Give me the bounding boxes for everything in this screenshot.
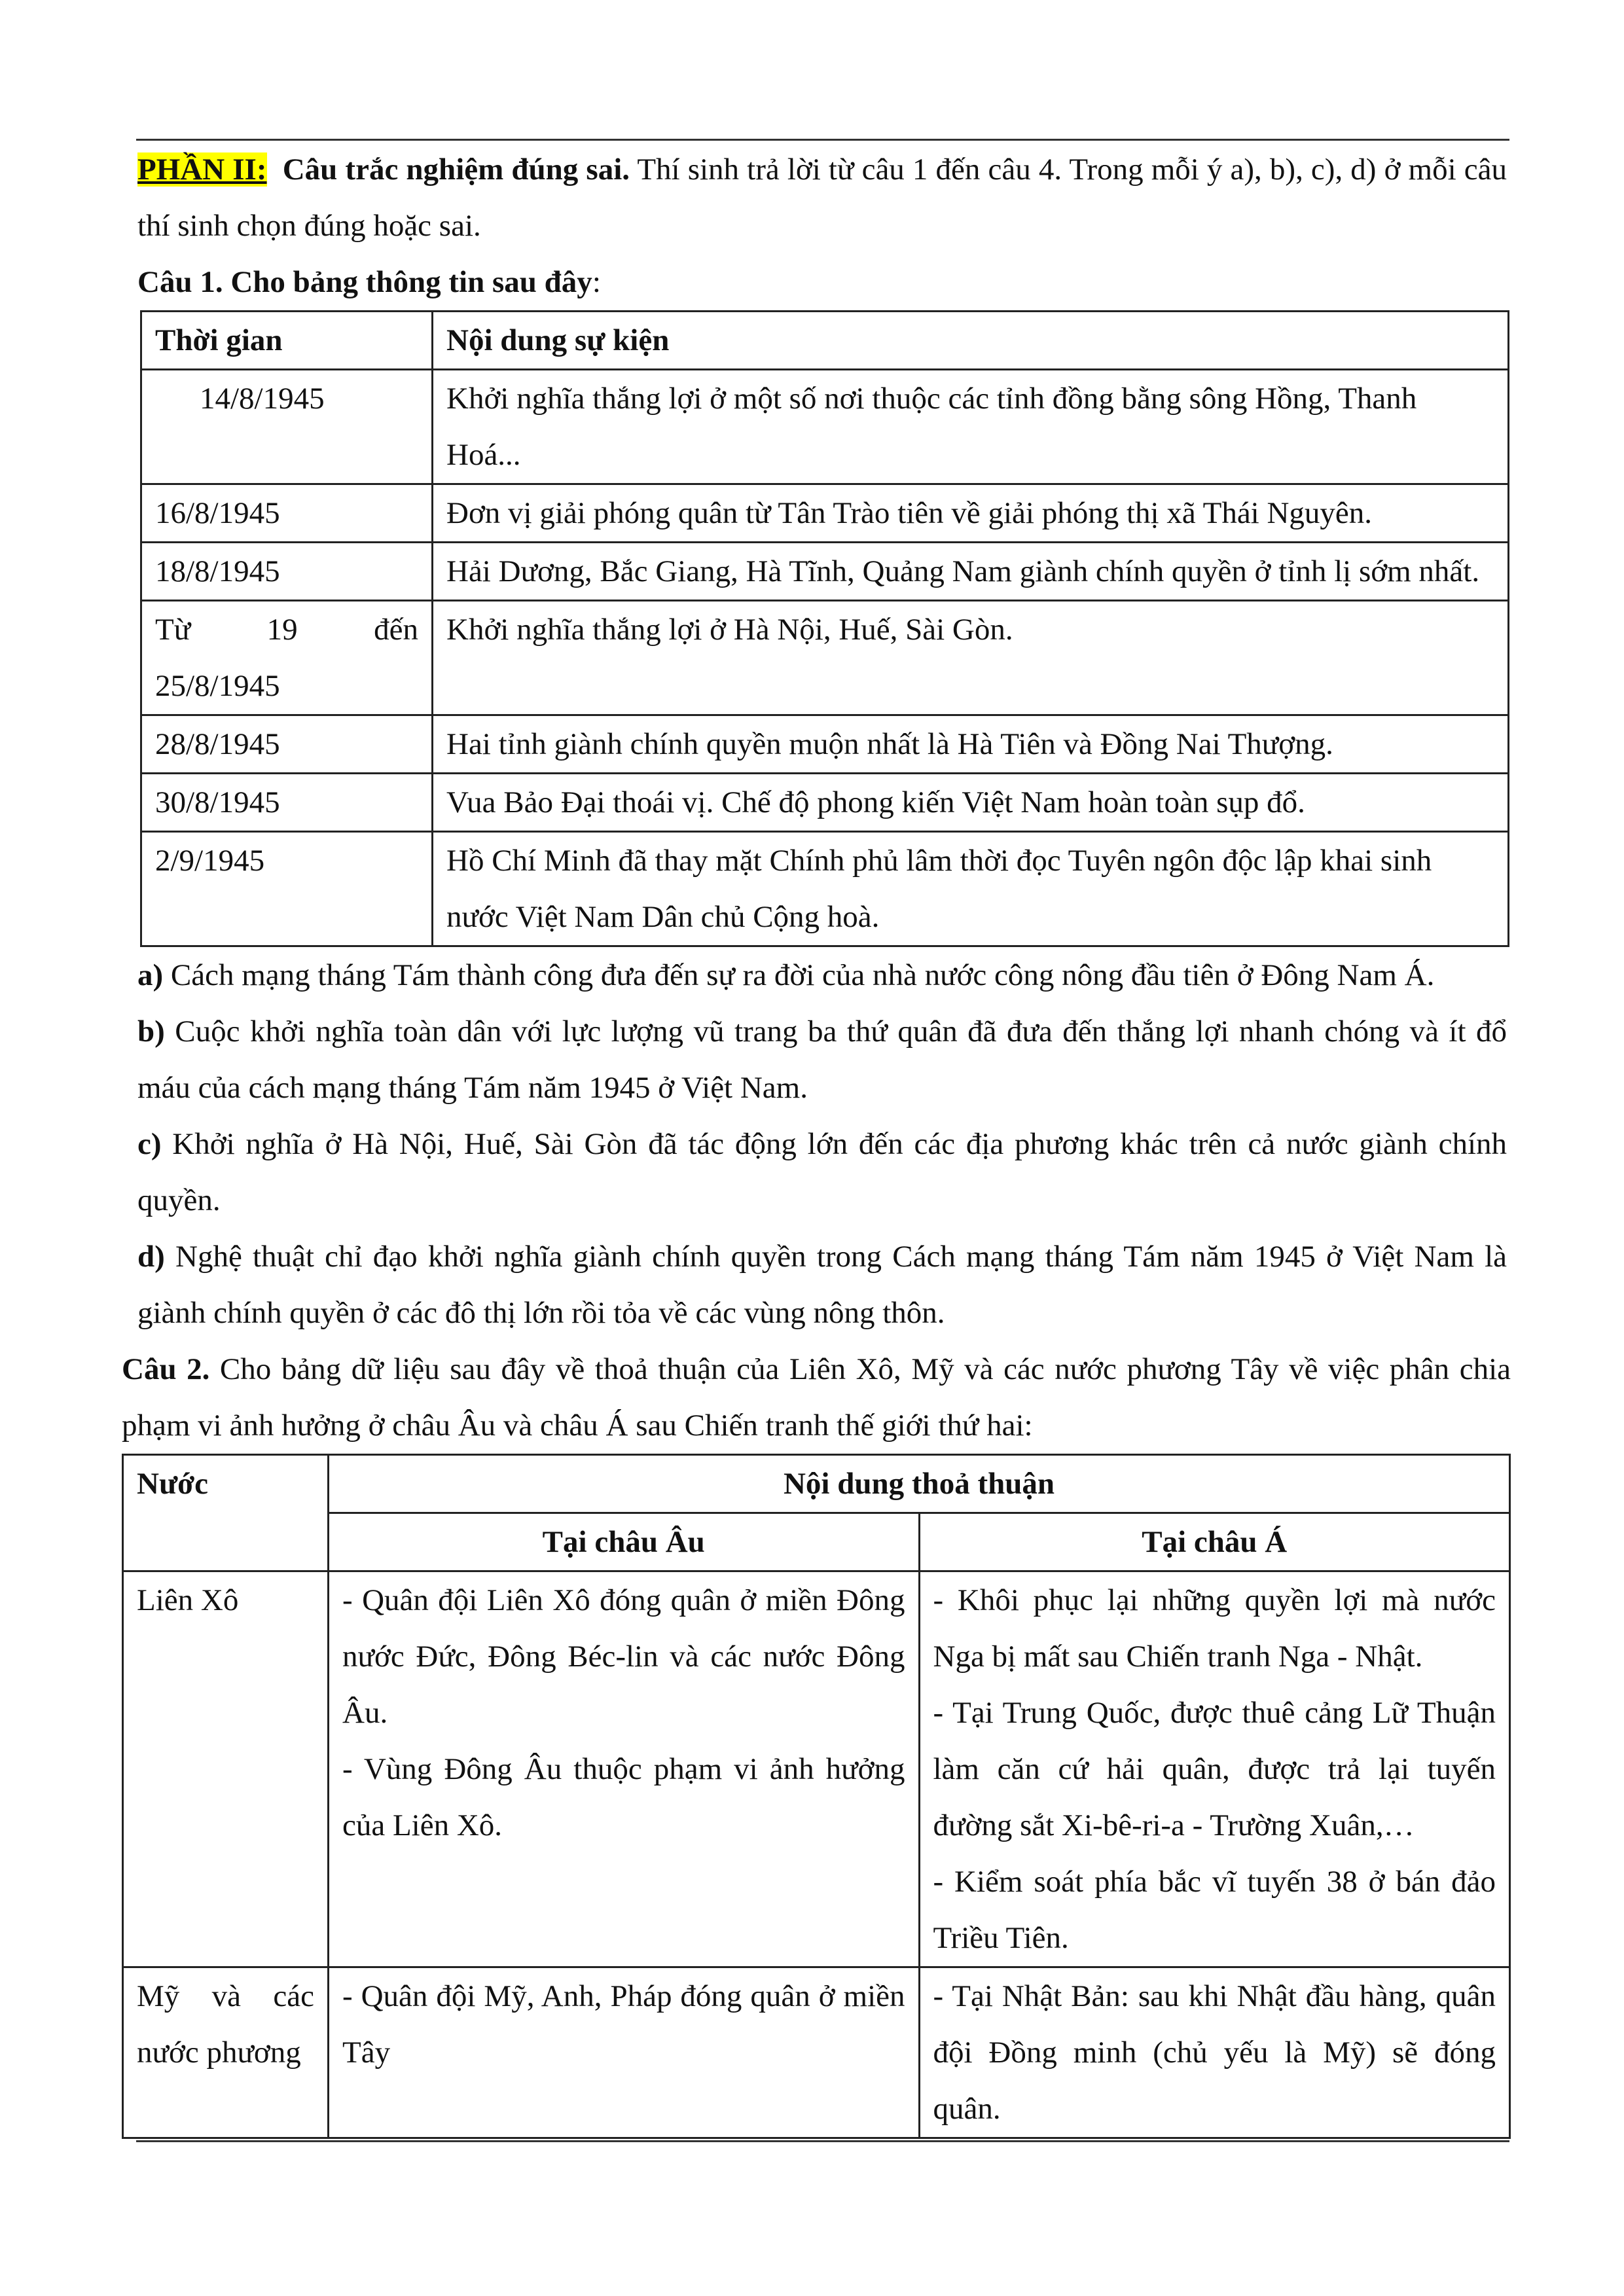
q1-heading xyxy=(137,254,1507,310)
table-header-row xyxy=(141,312,1509,370)
part-heading xyxy=(137,141,1507,254)
row-event: Khởi nghĩa thắng lợi ở Hà Nội, Huế, Sài Gòn. xyxy=(433,601,1509,715)
row-time: 30/8/1945 xyxy=(141,774,433,832)
part-label: PHẦN II: xyxy=(137,152,267,187)
row-time-line2: 25/8/1945 xyxy=(155,669,280,703)
asia-item: - Kiểm soát phía bắc vĩ tuyến 38 ở bán đảo Triều Tiên. xyxy=(933,1865,1496,1955)
row-europe xyxy=(329,1967,920,2138)
option-text: Cuộc khởi nghĩa toàn dân với lực lượng vũ trang ba thứ quân đã đưa đến thắng lợi nhanh chóng và ít đổ máu của cách mạng tháng Tám năm 1945 ở Việt Nam. xyxy=(137,1014,1507,1105)
option-key: b) xyxy=(137,1014,165,1049)
asia-item: - Tại Nhật Bản: sau khi Nhật đầu hàng, quân đội Đồng minh (chủ yếu là Mỹ) sẽ đóng quân. xyxy=(933,1979,1496,2126)
table-row xyxy=(141,832,1509,946)
row-time-word: đến xyxy=(374,613,418,647)
header-time: Thời gian xyxy=(141,312,433,370)
row-country: Mỹ và các nước phương xyxy=(123,1967,329,2138)
table-row xyxy=(123,1967,1510,2138)
row-asia xyxy=(919,1571,1510,1967)
option-text: Cách mạng tháng Tám thành công đưa đến sự ra đời của nhà nước công nông đầu tiên ở Đông Nam Á. xyxy=(170,958,1435,992)
q2-prompt: Cho bảng dữ liệu sau đây về thoả thuận của Liên Xô, Mỹ và các nước phương Tây về việc phân chia phạm vi ảnh hưởng ở châu Âu và châu Á sau Chiến tranh thế giới thứ hai: xyxy=(122,1352,1511,1443)
q2-label: Câu 2. xyxy=(122,1352,210,1386)
header-country: Nước xyxy=(123,1455,329,1571)
agreement-table xyxy=(122,1454,1511,2139)
top-rule xyxy=(136,139,1509,141)
option-text: Nghệ thuật chỉ đạo khởi nghĩa giành chính quyền trong Cách mạng tháng Tám năm 1945 ở Việt Nam là giành chính quyền ở các đô thị lớn rồi tỏa về các vùng nông thôn. xyxy=(137,1240,1507,1330)
part-title: Câu trắc nghiệm đúng sai. xyxy=(282,152,630,187)
row-time: 28/8/1945 xyxy=(141,715,433,774)
asia-item: - Tại Trung Quốc, được thuê cảng Lữ Thuận làm căn cứ hải quân, được trả lại tuyến đường sắt Xi-bê-ri-a - Trường Xuân,… xyxy=(933,1696,1496,1842)
row-event: Hải Dương, Bắc Giang, Hà Tĩnh, Quảng Nam giành chính quyền ở tỉnh lị sớm nhất. xyxy=(433,543,1509,601)
row-event: Khởi nghĩa thắng lợi ở một số nơi thuộc các tỉnh đồng bằng sông Hồng, Thanh Hoá... xyxy=(433,370,1509,484)
option-key: d) xyxy=(137,1240,165,1274)
row-event: Hai tỉnh giành chính quyền muộn nhất là Hà Tiên và Đồng Nai Thượng. xyxy=(433,715,1509,774)
header-event: Nội dung sự kiện xyxy=(433,312,1509,370)
table-row xyxy=(141,543,1509,601)
option-key: c) xyxy=(137,1127,162,1161)
table-header-row xyxy=(123,1455,1510,1513)
row-asia xyxy=(919,1967,1510,2138)
row-time-word: Từ xyxy=(155,613,191,647)
events-table xyxy=(140,310,1509,947)
row-time: 14/8/1945 xyxy=(141,370,433,484)
row-event: Đơn vị giải phóng quân từ Tân Trào tiên về giải phóng thị xã Thái Nguyên. xyxy=(433,484,1509,543)
q1-option-b xyxy=(137,1003,1507,1116)
row-event: Hồ Chí Minh đã thay mặt Chính phủ lâm thời đọc Tuyên ngôn độc lập khai sinh nước Việt Nam Dân chủ Cộng hoà. xyxy=(433,832,1509,946)
row-event: Vua Bảo Đại thoái vị. Chế độ phong kiến Việt Nam hoàn toàn sụp đổ. xyxy=(433,774,1509,832)
part-instruction: Thí sinh trả lời từ câu 1 đến câu 4. Trong mỗi ý a), b), c), d) ở mỗi câu thí sinh chọn đúng hoặc sai. xyxy=(137,152,1507,243)
europe-item: - Quân đội Mỹ, Anh, Pháp đóng quân ở miền Tây xyxy=(342,1979,905,2070)
q2-heading xyxy=(122,1341,1511,1454)
page-content xyxy=(122,141,1511,2139)
table-row xyxy=(141,774,1509,832)
asia-item: - Khôi phục lại những quyền lợi mà nước Nga bị mất sau Chiến tranh Nga - Nhật. xyxy=(933,1583,1496,1674)
q1-option-a xyxy=(137,947,1507,1003)
q1-label: Câu 1. xyxy=(137,265,223,299)
table-row xyxy=(141,601,1509,715)
table-row xyxy=(141,484,1509,543)
row-time: 2/9/1945 xyxy=(141,832,433,946)
row-time-word: 19 xyxy=(266,613,298,647)
europe-item: - Quân đội Liên Xô đóng quân ở miền Đông nước Đức, Đông Béc-lin và các nước Đông Âu. xyxy=(342,1583,905,1730)
q1-colon: : xyxy=(592,265,601,299)
q1-prompt: Cho bảng thông tin sau đây xyxy=(230,265,592,299)
header-content: Nội dung thoả thuận xyxy=(329,1455,1510,1513)
row-time-line1 xyxy=(155,601,418,658)
table-row xyxy=(141,370,1509,484)
row-time xyxy=(141,601,433,715)
table-row xyxy=(123,1571,1510,1967)
row-time: 16/8/1945 xyxy=(141,484,433,543)
q1-option-d xyxy=(137,1229,1507,1341)
europe-item: - Vùng Đông Âu thuộc phạm vi ảnh hưởng của Liên Xô. xyxy=(342,1752,905,1842)
header-europe: Tại châu Âu xyxy=(329,1513,920,1571)
row-europe xyxy=(329,1571,920,1967)
row-country: Liên Xô xyxy=(123,1571,329,1967)
q1-option-c xyxy=(137,1116,1507,1229)
row-time: 18/8/1945 xyxy=(141,543,433,601)
bottom-rule xyxy=(136,2140,1509,2142)
table-subheader-row xyxy=(123,1513,1510,1571)
header-asia: Tại châu Á xyxy=(919,1513,1510,1571)
option-key: a) xyxy=(137,958,164,992)
table-row xyxy=(141,715,1509,774)
option-text: Khởi nghĩa ở Hà Nội, Huế, Sài Gòn đã tác động lớn đến các địa phương khác trên cả nước giành chính quyền. xyxy=(137,1127,1507,1217)
